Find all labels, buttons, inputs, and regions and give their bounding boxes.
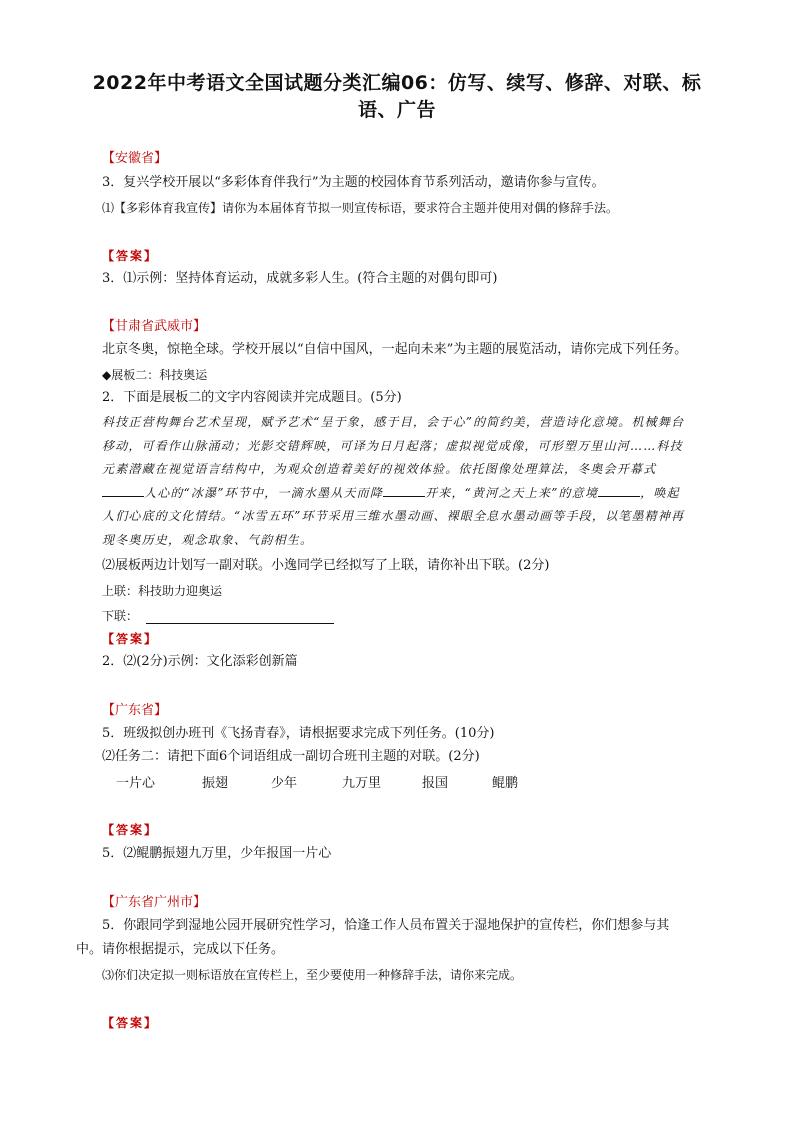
page-title bbox=[60, 70, 734, 124]
answer-text: 5．⑵鲲鹏振翅九万里，少年报国一片心 bbox=[102, 846, 332, 861]
fill-blank bbox=[598, 484, 640, 497]
lower-couplet-blank bbox=[146, 623, 334, 624]
passage-text: 科技正营构舞台艺术呈现，赋予艺术“呈于象，感于目，会于心”的简约美，营造诗化意境。机械舞台移动，可看作山脉涌动；光影交错辉映，可译为日月起落；虚拟视觉成像，可形塑万里山河……科技元素潜藏在视觉语言结构中，为观众创造着美好的视效体验。依托图像处理算法，冬奥会开幕式 bbox=[102, 415, 685, 476]
answer-label: 【答案】 bbox=[102, 823, 159, 837]
question: 3．复兴学校开展以“多彩体育伴我行”为主题的校园体育节系列活动，邀请你参与宣传。 bbox=[102, 175, 605, 190]
intro-text: 北京冬奥，惊艳全球。学校开展以“自信中国风，一起向未来”为主题的展览活动，请你完成下列任务。 bbox=[102, 342, 688, 357]
title-line-2: 语、广告 bbox=[357, 99, 436, 121]
reading-passage bbox=[102, 411, 692, 552]
sub-question: ⑵任务二：请把下面6个词语组成一副切合班刊主题的对联。(2分) bbox=[102, 749, 480, 764]
region-heading: 【甘肃省武威市】 bbox=[102, 319, 207, 334]
word-item: 鲲鹏 bbox=[492, 776, 519, 791]
fill-blank bbox=[102, 484, 144, 497]
answer-label: 【答案】 bbox=[102, 632, 159, 646]
title-line-1: 2022年中考语文全国试题分类汇编06：仿写、续写、修辞、对联、标 bbox=[92, 72, 702, 94]
lower-couplet-label: 下联： bbox=[102, 609, 139, 623]
sub-question: ⑵展板两边计划写一副对联。小逸同学已经拟写了上联，请你补出下联。(2分) bbox=[102, 558, 550, 573]
sub-question: ⑶你们决定拟一则标语放在宣传栏上，至少要使用一种修辞手法，请你来完成。 bbox=[102, 968, 523, 982]
word-item: 一片心 bbox=[116, 776, 156, 791]
fill-blank bbox=[383, 484, 425, 497]
answer-text: 2．⑵(2分)示例：文化添彩创新篇 bbox=[102, 654, 298, 669]
upper-couplet: 上联：科技助力迎奥运 bbox=[102, 584, 223, 598]
word-item: 九万里 bbox=[342, 776, 382, 791]
board-label: ◆展板二：科技奥运 bbox=[102, 368, 208, 382]
word-item: 振翅 bbox=[202, 776, 229, 791]
passage-text: ，唤起人们心底的文化情结。“冰雪五环”环节采用三维水墨动画、裸眼全息水墨动画等手段，以笔墨精神再现冬奥历史，观念取象、气韵相生。 bbox=[102, 485, 685, 547]
question: 5．班级拟创办班刊《飞扬青春》，请根据要求完成下列任务。(10分) bbox=[102, 726, 495, 741]
answer-label: 【答案】 bbox=[102, 249, 159, 263]
region-heading: 【广东省广州市】 bbox=[102, 895, 207, 910]
question-line-2: 中。请你根据提示，完成以下任务。 bbox=[76, 942, 285, 957]
region-heading: 【安徽省】 bbox=[102, 151, 168, 166]
region-heading: 【广东省】 bbox=[102, 703, 168, 718]
answer-label: 【答案】 bbox=[102, 1016, 159, 1030]
answer-text: 3．⑴示例：坚持体育运动，成就多彩人生。(符合主题的对偶句即可) bbox=[102, 271, 498, 286]
question: 2．下面是展板二的文字内容阅读并完成题目。(5分) bbox=[102, 390, 402, 405]
passage-text: 开来，“黄河之天上来”的意境 bbox=[425, 485, 599, 500]
sub-question: ⑴【多彩体育我宣传】请你为本届体育节拟一则宣传标语，要求符合主题并使用对偶的修辞手法。 bbox=[102, 201, 619, 215]
word-item: 少年 bbox=[271, 776, 298, 791]
passage-text: 人心的“冰瀑”环节中，一滴水墨从天而降 bbox=[144, 485, 384, 500]
word-item: 报国 bbox=[422, 776, 449, 791]
question-line-1: 5．你跟同学到湿地公园开展研究性学习，恰逢工作人员布置关于湿地保护的宣传栏，你们想参与其 bbox=[102, 918, 670, 933]
